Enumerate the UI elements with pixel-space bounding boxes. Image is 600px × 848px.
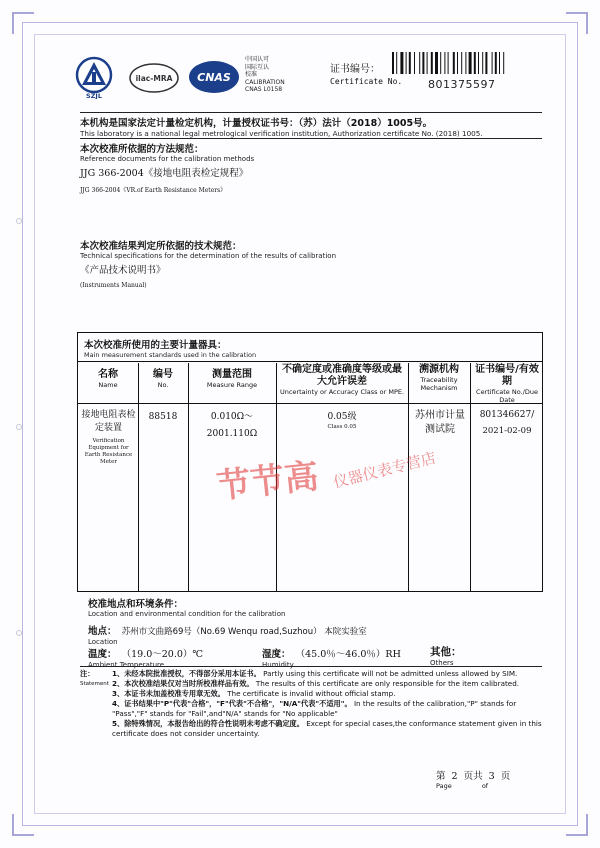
barcode-bar bbox=[409, 52, 411, 74]
divider bbox=[80, 138, 542, 139]
header-certificate bbox=[471, 364, 543, 404]
notes-list bbox=[112, 669, 546, 739]
note-en: The certificate is invalid without official stamp. bbox=[227, 689, 396, 698]
humidity bbox=[262, 642, 401, 669]
table-rule bbox=[276, 363, 277, 591]
humidity-label-en: Humidity bbox=[262, 661, 294, 669]
barcode-bar bbox=[453, 52, 455, 74]
row-range-high: 2001.110Ω bbox=[206, 429, 258, 439]
certificate-label-en: Certificate No. bbox=[330, 77, 403, 86]
note-en: Except for special cases,the conformance statement given in this certificate does not consider uncertainty. bbox=[112, 719, 542, 738]
row-name-cn: 接地电阻表检定装置 bbox=[81, 410, 136, 433]
page-suffix: 页 bbox=[500, 771, 511, 782]
page-mid: 页共 bbox=[463, 771, 483, 782]
table-rule bbox=[188, 363, 189, 591]
reference-doc-en: JJG 366-2004《VR.of Earth Resistance Meters》 bbox=[80, 187, 227, 194]
temperature bbox=[88, 642, 203, 669]
ilac-mra-logo bbox=[128, 62, 180, 94]
corner-ornament bbox=[12, 12, 34, 34]
note-cn: 1、未经本院批准授权，不得部分采用本证书。 bbox=[112, 669, 261, 678]
technical-doc-cn: 《产品技术说明书》 bbox=[80, 265, 166, 276]
header-range bbox=[188, 369, 276, 389]
page-prefix: 第 bbox=[436, 771, 446, 782]
barcode-bar bbox=[400, 52, 403, 74]
row-name-en: Verification Equipment for Earth Resistance Meter bbox=[84, 438, 133, 465]
barcode-bar bbox=[485, 52, 487, 74]
stamp-small-text: 仪器仪表专营店 bbox=[331, 448, 435, 492]
others bbox=[430, 640, 462, 667]
table-rule bbox=[408, 363, 409, 591]
location-value: 苏州市文曲路69号（No.69 Wenqu road,Suzhou） 本院实验室 bbox=[121, 627, 367, 637]
note-cn: 5、除特殊情况，本报告给出的符合性说明未考虑不确定度。 bbox=[112, 719, 304, 728]
humidity-value: （45.0％～46.0％）RH bbox=[295, 649, 401, 660]
page-en-label: Page bbox=[436, 782, 452, 790]
header-name bbox=[78, 369, 138, 389]
barcode bbox=[392, 52, 542, 74]
row-traceability-value: 苏州市计量测试院 bbox=[415, 410, 465, 435]
notes-label-cn: 注： bbox=[80, 669, 95, 678]
cnas-text: CNAS bbox=[197, 71, 231, 84]
equipment-title-en: Main measurement standards used in the calibration bbox=[84, 351, 257, 359]
header-en: Traceability Mechanism bbox=[420, 376, 458, 392]
note-en: In the results of the calibration,"P" stands for "Pass","F" stands for "Fail",and"N/A" stands for "No applicable" bbox=[112, 699, 517, 718]
certificate-number: 801375597 bbox=[428, 78, 496, 91]
row-range bbox=[188, 411, 276, 441]
note-en: The results of this certificate are only responsible for the item calibrated. bbox=[255, 679, 520, 688]
divider bbox=[80, 666, 542, 667]
barcode-bar bbox=[461, 52, 462, 74]
page-en-of: of bbox=[481, 782, 489, 790]
szjl-text: SZJL bbox=[86, 92, 102, 99]
row-accuracy-en: Class 0.05 bbox=[327, 424, 357, 430]
cnas-line: 校准 bbox=[245, 71, 258, 78]
barcode-bar bbox=[482, 52, 483, 74]
corner-ornament bbox=[566, 12, 588, 34]
barcode-bar bbox=[427, 52, 428, 74]
barcode-bar bbox=[457, 52, 458, 74]
row-accuracy-cn: 0.05级 bbox=[327, 412, 357, 422]
barcode-bar bbox=[431, 52, 433, 74]
certificate-label-cn: 证书编号： bbox=[330, 64, 380, 75]
header-cn: 名称 bbox=[98, 369, 118, 380]
row-number-value: 88518 bbox=[148, 412, 178, 422]
authorization-en: This laboratory is a national legal metrological verification institution, Authorization certificate No. (2018) 1005. bbox=[80, 129, 483, 138]
barcode-bar bbox=[495, 52, 497, 74]
notes-label-en: Statement bbox=[80, 681, 109, 687]
barcode-bar bbox=[435, 52, 438, 74]
barcode-bar bbox=[474, 52, 476, 74]
header-en: Measure Range bbox=[206, 381, 258, 389]
location-title bbox=[88, 596, 285, 618]
location-label-en: Location bbox=[88, 638, 118, 646]
reference-title-en: Reference documents for the calibration methods bbox=[80, 155, 255, 163]
temperature-value: （19.0～20.0）℃ bbox=[121, 649, 204, 660]
header-cn: 溯源机构 bbox=[419, 364, 459, 375]
row-accuracy bbox=[276, 411, 408, 431]
ilac-text: ilac-MRA bbox=[135, 74, 173, 83]
barcode-bar bbox=[469, 52, 472, 74]
equipment-title bbox=[84, 337, 256, 359]
row-due-date: 2021-02-09 bbox=[482, 426, 532, 436]
temperature-label: 温度： bbox=[88, 649, 117, 660]
header-cn: 不确定度或准确度等级或最大允许误差 bbox=[282, 364, 402, 387]
row-traceability bbox=[412, 409, 468, 437]
authorization-block bbox=[80, 115, 483, 138]
location-label: 地点： bbox=[88, 626, 117, 637]
header-en: Uncertainty or Accuracy Class or MPE. bbox=[279, 388, 405, 396]
note-item bbox=[112, 699, 546, 719]
row-name bbox=[81, 409, 136, 466]
barcode-bar bbox=[503, 52, 504, 74]
header-traceability bbox=[408, 364, 470, 392]
header-en: No. bbox=[157, 381, 169, 389]
note-en: Partly using this certificate will not be admitted unless allowed by SIM. bbox=[263, 669, 518, 678]
equipment-title-cn: 本次校准所使用的主要计量器具： bbox=[84, 340, 227, 351]
stamp-large-text: 节节高 bbox=[215, 456, 321, 506]
header-number bbox=[138, 369, 188, 389]
technical-title-cn: 本次校准结果判定所依据的技术规范： bbox=[80, 241, 242, 252]
technical-doc-en: (Instruments Manual) bbox=[80, 282, 147, 289]
row-number bbox=[138, 411, 188, 424]
header-en: Certificate No./Due Date bbox=[476, 388, 538, 404]
barcode-bar bbox=[414, 52, 415, 74]
barcode-bar bbox=[492, 52, 493, 74]
others-label-en: Others bbox=[430, 659, 454, 667]
notes-label bbox=[80, 669, 109, 689]
binding-hole bbox=[16, 218, 22, 224]
barcode-bar bbox=[499, 52, 500, 74]
humidity-label: 湿度： bbox=[262, 649, 291, 660]
header-en: Name bbox=[98, 381, 118, 389]
corner-ornament bbox=[566, 814, 588, 836]
others-label: 其他： bbox=[430, 646, 462, 658]
divider bbox=[80, 112, 542, 113]
header-cn: 证书编号/有效期 bbox=[475, 364, 539, 387]
barcode-bar bbox=[392, 52, 394, 74]
binding-hole bbox=[16, 630, 22, 636]
barcode-bar bbox=[406, 52, 407, 74]
row-cert-no: 801346627/ bbox=[479, 410, 535, 420]
note-item bbox=[112, 689, 546, 699]
corner-ornament bbox=[12, 814, 34, 836]
note-item bbox=[112, 719, 546, 739]
barcode-bar bbox=[465, 52, 466, 74]
technical-block bbox=[80, 238, 336, 289]
barcode-bar bbox=[440, 52, 441, 74]
barcode-bar bbox=[478, 52, 479, 74]
cnas-caption bbox=[245, 56, 285, 94]
page-indicator bbox=[436, 768, 510, 782]
note-item bbox=[112, 669, 546, 679]
binding-hole bbox=[16, 424, 22, 430]
temperature-label-en: Ambient Temperature bbox=[88, 661, 165, 669]
reference-doc-cn: JJG 366-2004《接地电阻表检定规程》 bbox=[80, 168, 249, 179]
note-cn: 3、本证书未加盖校准专用章无效。 bbox=[112, 689, 225, 698]
header-uncertainty bbox=[278, 364, 406, 396]
header-cn: 测量范围 bbox=[212, 369, 252, 380]
technical-title-en: Technical specifications for the determination of the results of calibration bbox=[80, 252, 337, 260]
table-rule bbox=[138, 363, 139, 591]
reference-title-cn: 本次校准所依据的方法规范： bbox=[80, 144, 204, 155]
barcode-bar bbox=[444, 52, 445, 74]
barcode-bar bbox=[448, 52, 449, 74]
location-title-cn: 校准地点和环境条件： bbox=[88, 599, 184, 610]
cnas-line: CALIBRATION bbox=[245, 78, 285, 86]
equipment-table bbox=[77, 332, 543, 592]
barcode-bar bbox=[419, 52, 420, 74]
cnas-line: CNAS L0158 bbox=[245, 86, 283, 93]
row-certificate bbox=[470, 409, 544, 438]
cnas-line: 中国认可 bbox=[245, 56, 270, 63]
cnas-line: 国际互认 bbox=[245, 63, 270, 71]
cnas-logo bbox=[188, 60, 240, 94]
reference-block bbox=[80, 141, 254, 194]
note-cn: 4、证书结果中"P"代表"合格"，"F"代表"不合格"，"N/A"代表"不适用"。 bbox=[112, 699, 352, 708]
header-cn: 编号 bbox=[153, 369, 173, 380]
page-indicator-en bbox=[436, 782, 488, 790]
note-cn: 2、本次校准结果仅对当时所校准样品有效。 bbox=[112, 679, 254, 688]
authorization-cn: 本机构是国家法定计量检定机构，计量授权证书号：（苏）法计（2018）1005号。 bbox=[80, 118, 433, 129]
table-rule bbox=[78, 361, 542, 362]
page-number: 2 bbox=[451, 771, 458, 782]
note-item bbox=[112, 679, 546, 689]
row-range-low: 0.010Ω～ bbox=[210, 412, 254, 422]
szjl-logo bbox=[72, 55, 116, 99]
barcode-bar bbox=[422, 52, 424, 74]
barcode-bar bbox=[396, 52, 397, 74]
location-title-en: Location and environmental condition for the calibration bbox=[88, 610, 286, 618]
page-total: 3 bbox=[488, 771, 495, 782]
